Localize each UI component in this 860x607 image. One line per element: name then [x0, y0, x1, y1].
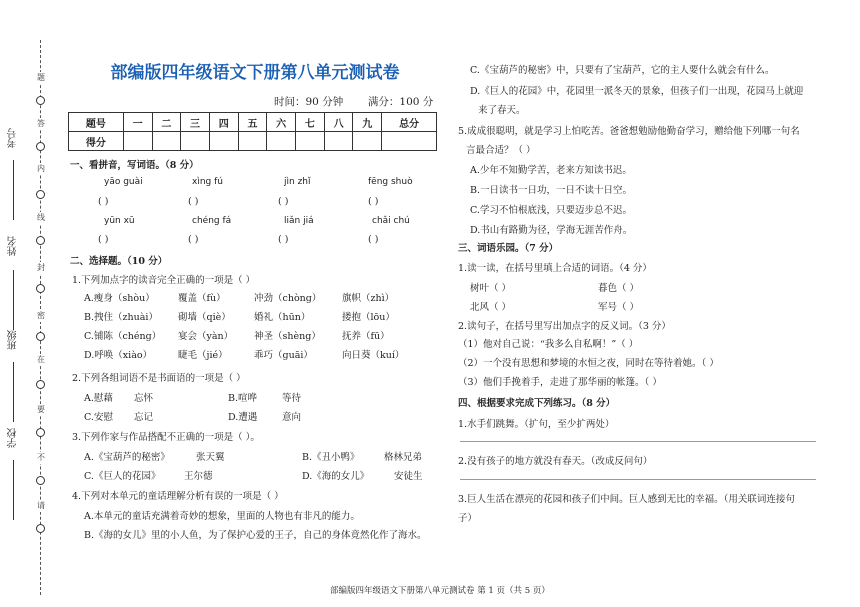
- score-cell[interactable]: [238, 132, 267, 151]
- option: 神圣（shèng）: [254, 331, 321, 342]
- option: C.安慰: [84, 412, 113, 423]
- seal-circle: [36, 142, 45, 151]
- option: A.瘦身（shòu）: [84, 293, 155, 304]
- fill-item[interactable]: 北风（ ）: [470, 302, 512, 313]
- option: A.《宝葫芦的秘密》: [84, 452, 170, 463]
- option: 旗帜（zhì）: [342, 293, 395, 304]
- option: D.《巨人的花园》中，花园里一派冬天的景象，但孩子们一出现，花园马上就迎: [470, 86, 804, 97]
- option: 向日葵（kuí）: [342, 350, 405, 361]
- score-table-header: 二: [152, 113, 181, 132]
- question-s3: 3.巨人生活在漂亮的花园和孩子们中间。巨人感到无比的幸福。（用关联词连接句: [458, 494, 795, 505]
- score-cell[interactable]: [123, 132, 152, 151]
- pinyin: yūn xū: [104, 216, 135, 226]
- seal-char: 内: [37, 164, 45, 173]
- answer-paren[interactable]: ( ): [278, 196, 289, 207]
- option: D.遭遇: [228, 412, 258, 423]
- score-table-header: 九: [353, 113, 382, 132]
- option: 意向: [282, 412, 302, 423]
- question-3: 3.下列作家与作品搭配不正确的一项是（ ）。: [72, 432, 260, 443]
- score-table-header: 七: [296, 113, 325, 132]
- option: C.《巨人的花园》: [84, 471, 161, 482]
- seal-char: 封: [37, 263, 45, 272]
- seal-line-sidebar: [0, 0, 62, 607]
- pinyin: chǎi chú: [372, 216, 410, 226]
- score-table-header-row: [69, 113, 437, 132]
- option: 来了春天。: [478, 105, 526, 116]
- seal-char: 题: [37, 73, 45, 82]
- section-2-heading: 二、选择题。（10 分）: [70, 256, 168, 267]
- answer-line[interactable]: [460, 479, 816, 480]
- option: 张天翼: [196, 452, 225, 463]
- fill-item[interactable]: （1）他对自己说：“我多么自私啊！”（ ）: [458, 339, 639, 350]
- question-r2: 2.读句子，在括号里写出加点字的反义词。（3 分）: [458, 321, 671, 332]
- option: 冲劲（chòng）: [254, 293, 322, 304]
- seal-circle: [36, 236, 45, 245]
- score-table-header: 四: [209, 113, 238, 132]
- seal-char: 密: [37, 311, 45, 320]
- option: B.拽住（zhuài）: [84, 312, 158, 323]
- question-s1: 1.水手们跳舞。（扩句，至少扩两处）: [458, 419, 615, 430]
- question-s3-cont: 子）: [458, 513, 478, 524]
- class-blank[interactable]: [13, 362, 14, 422]
- option: 等待: [282, 393, 302, 404]
- name-blank[interactable]: [13, 270, 14, 330]
- fill-item[interactable]: （2）一个没有思想和梦境的水恒之夜，同时在等待着她。（ ）: [458, 358, 719, 369]
- score-cell[interactable]: [152, 132, 181, 151]
- option: C.铺陈（chéng）: [84, 331, 162, 342]
- option: C.《宝葫芦的秘密》中，只要有了宝葫芦，它的主人要什么就会有什么。: [470, 65, 775, 76]
- option: D.呼唤（xiào）: [84, 350, 153, 361]
- fill-item[interactable]: （3）他们手挽着手，走进了那华丽的帐篷。（ ）: [458, 377, 662, 388]
- score-table-header: 一: [123, 113, 152, 132]
- score-table-header: 总分: [382, 113, 437, 132]
- pinyin: chéng fá: [192, 216, 232, 226]
- option: 宴会（yàn）: [178, 331, 234, 342]
- pinyin: fēng shuò: [368, 177, 413, 187]
- section-4-heading: 四、根据要求完成下列练习。（8 分）: [458, 398, 616, 409]
- exam-time: 时间：90 分钟: [274, 96, 344, 108]
- score-cell[interactable]: [181, 132, 210, 151]
- option: B.一日读书一日功，一日不读十日空。: [470, 185, 633, 196]
- school-blank[interactable]: [13, 460, 14, 520]
- seal-circle: [36, 190, 45, 199]
- section-1-heading: 一、看拼音，写词语。（8 分）: [70, 160, 199, 171]
- option: 覆盖（fù）: [178, 293, 226, 304]
- answer-paren[interactable]: ( ): [278, 234, 289, 245]
- section-3-heading: 三、词语乐园。（7 分）: [458, 243, 559, 254]
- score-cell[interactable]: [324, 132, 353, 151]
- seal-char: 线: [37, 213, 45, 222]
- field-name-label: 姓名: [8, 236, 19, 256]
- page-footer: 部编版四年级语文下册第八单元测试卷 第 1 页（共 5 页）: [330, 586, 550, 596]
- score-table-header: 三: [181, 113, 210, 132]
- score-cell[interactable]: [267, 132, 296, 151]
- answer-paren[interactable]: ( ): [368, 196, 379, 207]
- option: 婚礼（hūn）: [254, 312, 311, 323]
- pinyin: liǎn jiá: [284, 216, 314, 226]
- field-exam-number-label: 考号: [8, 128, 19, 148]
- pinyin: jìn zhǐ: [284, 177, 311, 187]
- score-cell[interactable]: [382, 132, 437, 151]
- question-5-cont: 言最合适？（ ）: [466, 145, 536, 156]
- option: A.慰藉: [84, 393, 113, 404]
- option: 砌墙（qiè）: [178, 312, 231, 323]
- fill-item[interactable]: 军号（ ）: [598, 302, 640, 313]
- option: B.《丑小鸭》: [302, 452, 360, 463]
- seal-circle: [36, 476, 45, 485]
- exam-meta: [274, 94, 433, 109]
- option: 忘怀: [134, 393, 154, 404]
- option: 格林兄弟: [384, 452, 423, 463]
- seal-char: 在: [37, 355, 45, 364]
- seal-circle: [36, 332, 45, 341]
- option: 王尔德: [184, 471, 213, 482]
- exam-full-score: 满分：100 分: [367, 96, 434, 108]
- pinyin: yāo guài: [104, 177, 143, 187]
- option: 忘记: [134, 412, 154, 423]
- option: 乖巧（guāi）: [254, 350, 313, 361]
- option: 抚养（fū）: [342, 331, 390, 342]
- score-table-header: 八: [324, 113, 353, 132]
- question-r1: 1.读一读，在括号里填上合适的词语。（4 分）: [458, 263, 652, 274]
- question-4: 4.下列对本单元的童话理解分析有误的一项是（ ）: [72, 491, 284, 502]
- answer-line[interactable]: [460, 441, 816, 442]
- seal-circle: [36, 428, 45, 437]
- score-table: [68, 112, 437, 151]
- field-class-label: 班级: [8, 330, 19, 350]
- seal-circle: [36, 284, 45, 293]
- score-table-header: 题号: [69, 113, 124, 132]
- score-table-header: 五: [238, 113, 267, 132]
- option: 安徒生: [394, 471, 423, 482]
- option: A.少年不知勤学苦，老来方知读书迟。: [470, 165, 632, 176]
- option: D.书山有路勤为径，学海无涯苦作舟。: [470, 225, 633, 236]
- answer-paren[interactable]: ( ): [188, 234, 199, 245]
- question-2: 2.下列各组词语不是书面语的一项是（ ）: [72, 373, 246, 384]
- score-cell[interactable]: [296, 132, 325, 151]
- score-cell[interactable]: [353, 132, 382, 151]
- pinyin: xìng fú: [192, 177, 223, 187]
- answer-paren[interactable]: ( ): [98, 196, 109, 207]
- score-cell[interactable]: [209, 132, 238, 151]
- seal-char: 不: [37, 453, 45, 462]
- seal-circle: [36, 380, 45, 389]
- question-1: 1.下列加点字的读音完全正确的一项是（ ）: [72, 275, 256, 286]
- answer-paren[interactable]: ( ): [98, 234, 109, 245]
- field-school-label: 学校: [8, 428, 19, 448]
- option: B.《海的女儿》里的小人鱼，为了保护心爱的王子，自己的身体竟然化作了海水。: [84, 530, 427, 541]
- seal-circle: [36, 96, 45, 105]
- seal-char: 答: [37, 119, 45, 128]
- seal-circle: [36, 524, 45, 533]
- exam-number-blank[interactable]: [13, 160, 14, 220]
- fill-item[interactable]: 树叶（ ）: [470, 283, 512, 294]
- seal-char: 请: [37, 501, 45, 510]
- score-row-label: 得分: [69, 132, 124, 151]
- option: C.学习不怕根底浅，只要迈步总不迟。: [470, 205, 632, 216]
- fill-item[interactable]: 暮色（ ）: [598, 283, 640, 294]
- answer-paren[interactable]: ( ): [368, 234, 379, 245]
- option: A.本单元的童话充满着奇妙的想象，里面的人物也有非凡的能力。: [84, 511, 360, 522]
- option: D.《海的女儿》: [302, 471, 370, 482]
- score-table-header: 六: [267, 113, 296, 132]
- page-title: 部编版四年级语文下册第八单元测试卷: [110, 63, 400, 83]
- answer-paren[interactable]: ( ): [188, 196, 199, 207]
- question-5: 5.成成很聪明，就是学习上怕吃苦。爸爸想勉励他勤奋学习，赠给他下列哪一句名: [458, 126, 800, 137]
- option: 搂抱（lōu）: [342, 312, 395, 323]
- option: 睫毛（jié）: [178, 350, 228, 361]
- seal-char: 要: [37, 405, 45, 414]
- score-table-score-row: [69, 132, 437, 151]
- option: B.喧哗: [228, 393, 258, 404]
- question-s2: 2.没有孩子的地方就没有春天。（改成反问句）: [458, 456, 653, 467]
